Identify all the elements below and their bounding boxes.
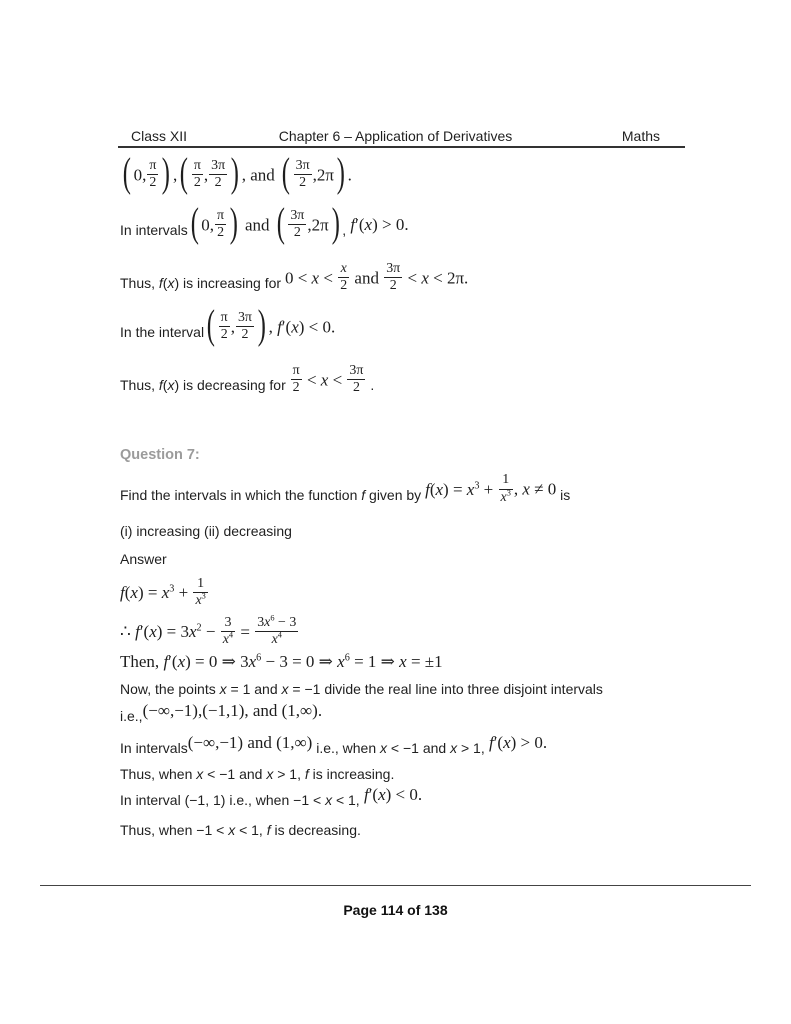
text-run: Thus, when −1 < x < 1, f is decreasing.: [120, 821, 361, 838]
math-text: 0 < x <: [284, 268, 338, 288]
math-expression: [120, 150, 352, 197]
fraction: [146, 158, 159, 191]
fraction-numerator: 1: [197, 575, 205, 591]
fraction-numerator: 3π: [237, 309, 252, 325]
fraction-denominator: 2: [347, 379, 365, 396]
big-right-paren: ): [230, 150, 240, 195]
math-expression: [346, 215, 408, 235]
in-intervals-derivative-positive: [120, 199, 680, 252]
fraction: [254, 615, 299, 648]
fraction-denominator: $x^3$: [500, 488, 511, 505]
decreasing-for-statement: [120, 362, 680, 403]
math-text: $f(x) = x^3$ +: [425, 479, 498, 499]
fraction-numerator: π: [149, 157, 157, 173]
fraction: [208, 158, 228, 191]
math-text: ,: [203, 165, 209, 185]
text-run: .: [366, 377, 375, 394]
math-expression: [188, 733, 313, 753]
fraction-numerator: π: [220, 309, 228, 325]
fraction-denominator: 2: [291, 379, 302, 396]
big-left-paren: (: [179, 150, 189, 195]
fraction-numerator: π: [292, 362, 300, 378]
fraction: [192, 576, 208, 609]
fraction-denominator: 2: [209, 174, 227, 191]
fraction-numerator: 3π: [295, 157, 310, 173]
big-right-paren: ): [162, 150, 171, 195]
math-text: < x < 2π.: [403, 268, 469, 288]
fraction: [346, 363, 366, 396]
math-text: and: [240, 215, 274, 235]
fraction-denominator: 2: [192, 174, 203, 191]
fraction-numerator: 3π: [211, 157, 226, 173]
math-expression: [425, 474, 556, 507]
math-text: (−∞,−1),(−1,1), and (1,∞).: [142, 700, 323, 720]
text-run: is: [556, 486, 571, 503]
increasing-for-statement: [120, 260, 680, 301]
footer-rule: [40, 885, 751, 886]
question-subparts: [120, 522, 680, 542]
decreasing-interval-line: [120, 785, 680, 811]
text-run: Thus, f(x) is increasing for: [120, 275, 285, 292]
math-text: 0,: [133, 165, 147, 185]
math-text: , and: [241, 165, 280, 185]
fraction: [220, 615, 236, 648]
math-expression: [120, 613, 299, 650]
text-run: Find the intervals in which the function f given by: [120, 486, 426, 503]
fraction-numerator: 3π: [349, 362, 364, 378]
text-run: ,: [342, 222, 347, 239]
big-right-paren: ): [331, 199, 340, 245]
math-text: < x <: [302, 370, 347, 390]
math-text: and: [350, 268, 384, 288]
math-expression: [360, 785, 422, 805]
math-expression: [485, 733, 547, 753]
fraction-numerator: 1: [502, 472, 510, 488]
text-run: (i) increasing (ii) decreasing: [120, 523, 292, 540]
fraction: [214, 208, 227, 241]
fraction-denominator: $x^3$: [195, 591, 206, 609]
fraction: [218, 310, 231, 343]
fraction-denominator: 2: [384, 277, 402, 294]
fraction-numerator: x: [340, 260, 347, 276]
real-line-division-statement: [120, 680, 680, 700]
fraction: [191, 158, 204, 191]
header-rule: [118, 146, 685, 148]
page-number: Page 114 of 138: [343, 902, 448, 918]
header-class-label: Class XII: [131, 128, 188, 144]
fraction-denominator: 2: [236, 326, 254, 343]
derivative-equation: [120, 613, 680, 650]
big-left-paren: (: [276, 199, 285, 245]
math-expression: [120, 575, 209, 611]
text-run: In the interval: [120, 324, 205, 341]
math-text: ,: [230, 317, 235, 337]
math-expression: [204, 301, 336, 349]
fraction-numerator: 3π: [290, 207, 305, 223]
fraction-denominator: $x^4$: [222, 630, 234, 648]
function-definition-equation: [120, 575, 680, 611]
math-text: (−∞,−1) and (1,∞): [187, 733, 313, 753]
fraction-denominator: 2: [147, 174, 158, 191]
math-text: ,2π: [307, 215, 329, 235]
fraction: [293, 158, 313, 191]
math-text: ,: [172, 165, 178, 185]
fraction-numerator: π: [193, 157, 201, 173]
math-expression: [290, 362, 367, 398]
fraction-denominator: 2: [288, 224, 306, 241]
big-left-paren: (: [281, 150, 290, 195]
math-text: f′(x) < 0.: [363, 785, 423, 805]
math-text: 0,: [201, 215, 215, 235]
math-expression: [120, 652, 443, 672]
intervals-list-equation: [120, 150, 680, 197]
math-expression: [143, 701, 323, 721]
math-text: f′(x) > 0.: [350, 215, 409, 235]
text-run: Answer: [120, 550, 167, 567]
big-left-paren: (: [206, 301, 215, 347]
fraction: [383, 261, 403, 294]
big-right-paren: ): [336, 150, 345, 195]
text-run: In intervals: [120, 740, 188, 757]
math-text: f′(x) > 0.: [488, 733, 548, 753]
fraction-denominator: 2: [294, 174, 312, 191]
disjoint-intervals-line: [120, 700, 680, 727]
text-run: In interval (−1, 1) i.e., when −1 < x < 1,: [120, 792, 360, 809]
decreasing-conclusion: [120, 821, 680, 841]
math-text: , f′(x) < 0.: [268, 317, 336, 337]
math-text: .: [347, 165, 352, 185]
math-text: $f(x) = x^3$ +: [120, 583, 193, 603]
text-run: Now, the points x = 1 and x = −1 divide the real line into three disjoint intervals: [120, 680, 603, 697]
critical-points-equation: [120, 652, 680, 672]
fraction: [287, 208, 307, 241]
big-left-paren: (: [190, 199, 199, 245]
question-heading: [120, 445, 680, 465]
fraction: [235, 310, 255, 343]
fraction-denominator: 2: [215, 224, 226, 241]
in-the-interval-derivative-negative: [120, 301, 680, 354]
text-run: Thus, when x < −1 and x > 1, f is increasing.: [120, 765, 395, 782]
fraction: [498, 472, 514, 505]
math-text: Then, f′(x) = 0 ⇒ $3x^6 - 3 = 0$ ⇒ $x^6 = 1$ ⇒ x = ±1: [120, 651, 443, 671]
question-statement: [120, 472, 680, 512]
header-subject-label: Maths: [621, 128, 660, 144]
fraction: [337, 261, 350, 294]
header-chapter-title: Chapter 6 – Application of Derivatives: [278, 128, 513, 144]
increasing-conclusion: [120, 765, 680, 785]
math-text: ∴ $f'(x) = 3x^2$ −: [120, 622, 220, 642]
math-text: ,2π: [312, 165, 334, 185]
fraction-denominator: 2: [219, 326, 230, 343]
text-run: i.e.,: [120, 707, 143, 724]
text-run: i.e., when x < −1 and x > 1,: [312, 740, 485, 757]
text-run: In intervals: [120, 222, 188, 239]
big-left-paren: (: [122, 150, 131, 195]
answer-label: [120, 550, 680, 570]
fraction-numerator: $3x^6 - 3$: [257, 613, 297, 630]
math-expression: [188, 199, 343, 247]
text-run: Question 7:: [120, 446, 200, 463]
big-right-paren: ): [257, 301, 266, 347]
fraction-numerator: π: [217, 207, 225, 223]
math-text: , x ≠ 0: [513, 479, 557, 499]
fraction-denominator: 2: [340, 278, 348, 294]
fraction-numerator: 3: [224, 614, 232, 630]
increasing-intervals-line: [120, 733, 680, 759]
math-expression: [284, 260, 469, 296]
fraction: [290, 363, 303, 396]
math-text: =: [236, 622, 255, 642]
fraction-numerator: 3π: [386, 260, 401, 276]
fraction-denominator: $x^4$: [255, 631, 298, 648]
document-content: [120, 152, 680, 841]
big-right-paren: ): [229, 199, 238, 245]
text-run: Thus, f(x) is decreasing for: [120, 377, 290, 394]
